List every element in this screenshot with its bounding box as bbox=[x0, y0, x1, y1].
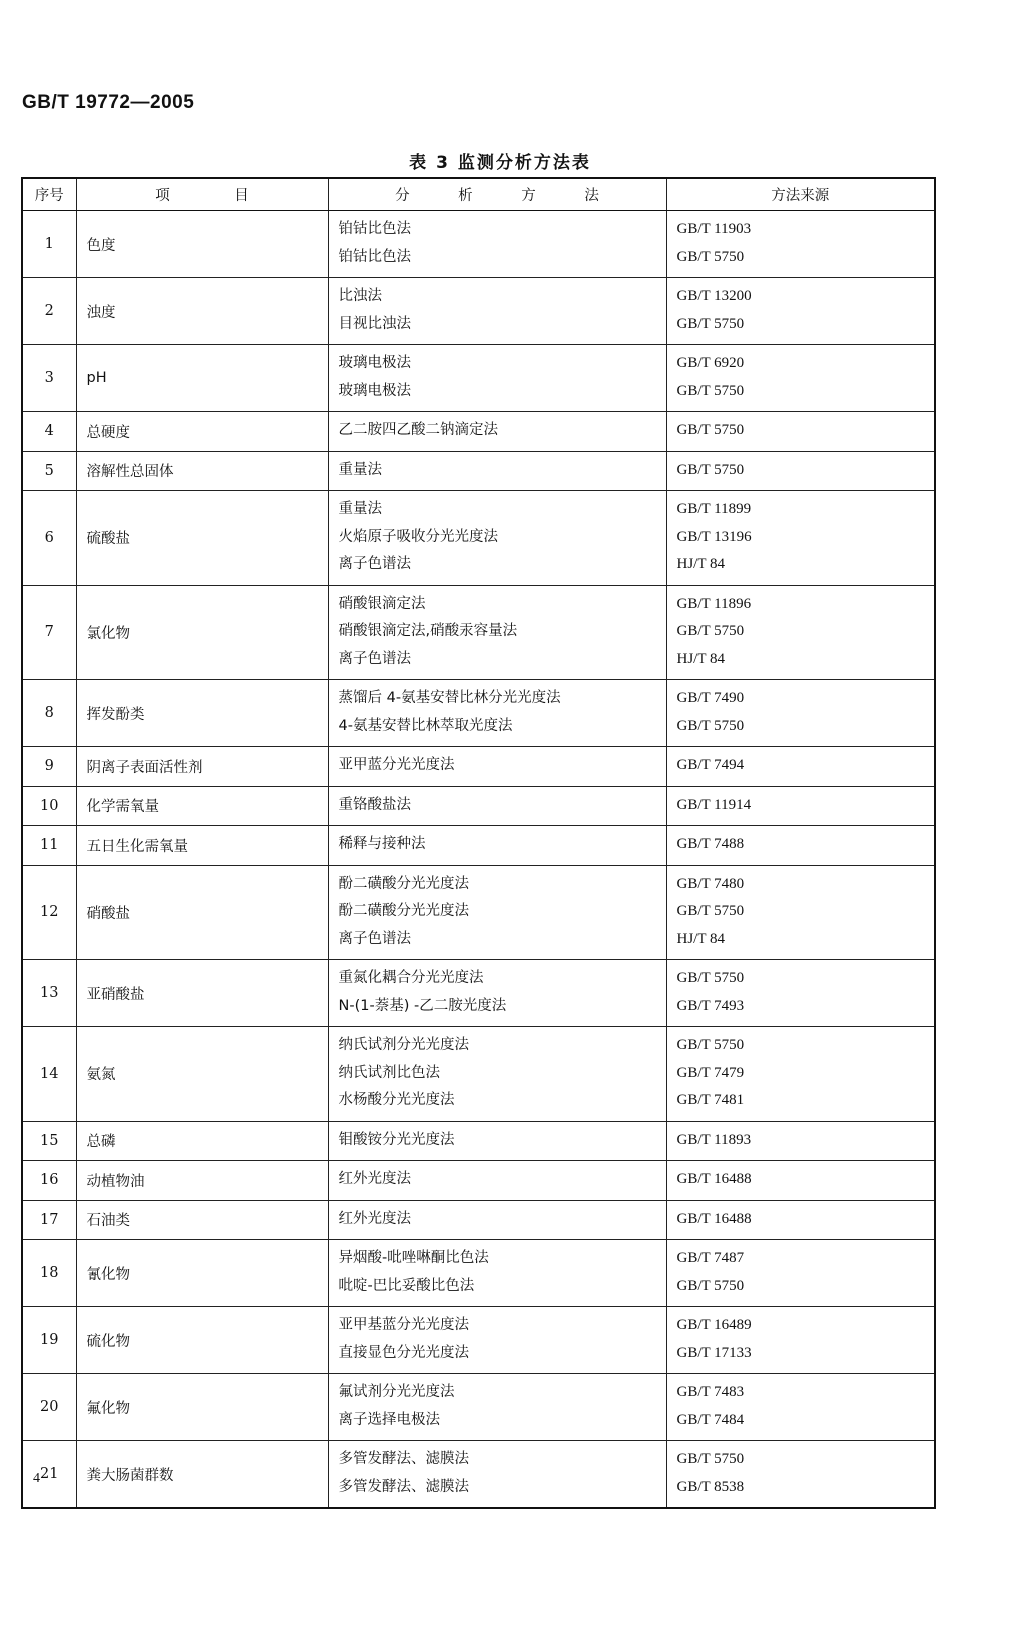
row-methods bbox=[328, 1441, 666, 1508]
table-row bbox=[23, 826, 934, 866]
method-line: 乙二胺四乙酸二钠滴定法 bbox=[338, 422, 498, 438]
row-sources bbox=[666, 412, 934, 452]
row-methods bbox=[328, 412, 666, 452]
source-line: GB/T 5750 bbox=[676, 382, 745, 399]
method-line: 亚甲蓝分光光度法 bbox=[338, 757, 455, 773]
method-line: 水杨酸分光光度法 bbox=[338, 1092, 455, 1108]
table-row bbox=[23, 1027, 934, 1122]
row-methods bbox=[328, 1307, 666, 1374]
method-line: 比浊法 bbox=[338, 288, 382, 304]
table-row bbox=[23, 1441, 934, 1508]
row-index: 10 bbox=[23, 786, 76, 826]
method-line: 纳氏试剂分光光度法 bbox=[338, 1037, 469, 1053]
row-sources bbox=[666, 1027, 934, 1122]
row-methods bbox=[328, 345, 666, 412]
table-header-row bbox=[23, 179, 934, 211]
source-line: GB/T 5750 bbox=[676, 717, 745, 734]
row-index: 18 bbox=[23, 1240, 76, 1307]
row-item: 氰化物 bbox=[76, 1240, 328, 1307]
row-index: 4 bbox=[23, 412, 76, 452]
row-methods bbox=[328, 585, 666, 680]
row-index: 5 bbox=[23, 451, 76, 491]
source-line: GB/T 5750 bbox=[676, 315, 745, 332]
source-line: GB/T 11914 bbox=[676, 796, 752, 813]
source-line: GB/T 11893 bbox=[676, 1131, 752, 1148]
row-methods bbox=[328, 865, 666, 960]
table-row bbox=[23, 747, 934, 787]
table-row bbox=[23, 786, 934, 826]
source-line: GB/T 11899 bbox=[676, 501, 752, 517]
method-line: 异烟酸-吡唑啉酮比色法 bbox=[338, 1250, 489, 1266]
row-index: 1 bbox=[23, 211, 76, 278]
row-item: 氯化物 bbox=[76, 585, 328, 680]
row-sources bbox=[666, 211, 934, 278]
table-row bbox=[23, 865, 934, 960]
row-index: 20 bbox=[23, 1374, 76, 1441]
source-line: GB/T 5750 bbox=[676, 623, 745, 639]
method-line: 直接显色分光光度法 bbox=[338, 1344, 469, 1361]
method-line: 酚二磺酸分光光度法 bbox=[338, 903, 469, 919]
source-line: GB/T 7494 bbox=[676, 757, 745, 773]
method-line: 氟试剂分光光度法 bbox=[338, 1384, 455, 1400]
source-line: GB/T 13196 bbox=[676, 528, 752, 545]
monitoring-methods-table bbox=[23, 179, 934, 1507]
page-number: 4 bbox=[33, 1471, 40, 1486]
table-body bbox=[23, 211, 934, 1508]
row-item: 总磷 bbox=[76, 1121, 328, 1161]
source-line: GB/T 6920 bbox=[676, 355, 745, 371]
row-index: 12 bbox=[23, 865, 76, 960]
row-methods bbox=[328, 747, 666, 787]
row-item: 硫酸盐 bbox=[76, 491, 328, 586]
method-line: 4-氨基安替比林萃取光度法 bbox=[338, 717, 513, 734]
method-line: 重量法 bbox=[338, 501, 382, 517]
method-line: 重量法 bbox=[338, 461, 382, 478]
source-line: GB/T 7479 bbox=[676, 1064, 745, 1081]
row-sources bbox=[666, 491, 934, 586]
method-line: 吡啶-巴比妥酸比色法 bbox=[338, 1277, 475, 1294]
source-line: GB/T 5750 bbox=[676, 1037, 745, 1053]
row-item: 化学需氧量 bbox=[76, 786, 328, 826]
header-source: 方法来源 bbox=[666, 179, 934, 211]
method-line: 稀释与接种法 bbox=[338, 836, 426, 852]
row-sources bbox=[666, 585, 934, 680]
row-sources bbox=[666, 865, 934, 960]
row-item: 亚硝酸盐 bbox=[76, 960, 328, 1027]
source-line: GB/T 7487 bbox=[676, 1250, 745, 1266]
method-line: 火焰原子吸收分光光度法 bbox=[338, 528, 498, 545]
source-line: GB/T 5750 bbox=[676, 903, 745, 919]
source-line: GB/T 7488 bbox=[676, 836, 745, 852]
source-line: GB/T 7490 bbox=[676, 690, 745, 706]
row-index: 3 bbox=[23, 345, 76, 412]
row-sources bbox=[666, 278, 934, 345]
row-index: 9 bbox=[23, 747, 76, 787]
table-row bbox=[23, 1161, 934, 1201]
row-item: 阴离子表面活性剂 bbox=[76, 747, 328, 787]
source-line: GB/T 7483 bbox=[676, 1384, 745, 1400]
table-row bbox=[23, 278, 934, 345]
table-row bbox=[23, 680, 934, 747]
source-line: GB/T 5750 bbox=[676, 1451, 745, 1467]
row-item: 粪大肠菌群数 bbox=[76, 1441, 328, 1508]
row-sources bbox=[666, 451, 934, 491]
row-methods bbox=[328, 451, 666, 491]
source-line: GB/T 13200 bbox=[676, 288, 752, 304]
row-sources bbox=[666, 1441, 934, 1508]
row-methods bbox=[328, 1200, 666, 1240]
table-row bbox=[23, 1200, 934, 1240]
method-line: 酚二磺酸分光光度法 bbox=[338, 875, 469, 892]
table-row bbox=[23, 211, 934, 278]
row-sources bbox=[666, 826, 934, 866]
table-row bbox=[23, 1374, 934, 1441]
row-methods bbox=[328, 1027, 666, 1122]
row-sources bbox=[666, 960, 934, 1027]
method-line: 纳氏试剂比色法 bbox=[338, 1064, 440, 1081]
source-line: HJ/T 84 bbox=[676, 650, 725, 667]
row-methods bbox=[328, 1240, 666, 1307]
row-sources bbox=[666, 1121, 934, 1161]
method-line: 铂钴比色法 bbox=[338, 221, 411, 237]
table-row bbox=[23, 1240, 934, 1307]
row-sources bbox=[666, 1200, 934, 1240]
row-index: 21 bbox=[23, 1441, 76, 1508]
row-methods bbox=[328, 211, 666, 278]
method-line: 玻璃电极法 bbox=[338, 355, 411, 371]
source-line: GB/T 5750 bbox=[676, 1277, 745, 1294]
row-sources bbox=[666, 1374, 934, 1441]
row-item: 硫化物 bbox=[76, 1307, 328, 1374]
row-item: 氨氮 bbox=[76, 1027, 328, 1122]
row-index: 2 bbox=[23, 278, 76, 345]
source-line: GB/T 7480 bbox=[676, 875, 745, 892]
row-sources bbox=[666, 1240, 934, 1307]
methods-table-frame bbox=[21, 177, 936, 1509]
source-line: GB/T 11896 bbox=[676, 595, 752, 612]
header-index: 序号 bbox=[23, 179, 76, 211]
row-methods bbox=[328, 1374, 666, 1441]
row-methods bbox=[328, 786, 666, 826]
source-line: GB/T 7481 bbox=[676, 1092, 745, 1108]
method-line: 玻璃电极法 bbox=[338, 382, 411, 399]
source-line: GB/T 7493 bbox=[676, 997, 745, 1014]
row-item: 挥发酚类 bbox=[76, 680, 328, 747]
row-sources bbox=[666, 1161, 934, 1201]
row-item: 溶解性总固体 bbox=[76, 451, 328, 491]
method-line: 离子色谱法 bbox=[338, 650, 411, 667]
source-line: GB/T 5750 bbox=[676, 422, 745, 438]
row-item: 石油类 bbox=[76, 1200, 328, 1240]
row-item: 五日生化需氧量 bbox=[76, 826, 328, 866]
row-sources bbox=[666, 786, 934, 826]
source-line: GB/T 11903 bbox=[676, 221, 752, 237]
row-index: 8 bbox=[23, 680, 76, 747]
method-line: 红外光度法 bbox=[338, 1171, 411, 1187]
method-line: 重氮化耦合分光光度法 bbox=[338, 970, 484, 986]
header-item: 项 目 bbox=[76, 179, 328, 211]
method-line: 钼酸铵分光光度法 bbox=[338, 1131, 455, 1148]
source-line: GB/T 16489 bbox=[676, 1317, 752, 1333]
row-methods bbox=[328, 826, 666, 866]
row-sources bbox=[666, 1307, 934, 1374]
source-line: GB/T 17133 bbox=[676, 1344, 752, 1361]
method-line: 离子选择电极法 bbox=[338, 1411, 440, 1428]
source-line: GB/T 16488 bbox=[676, 1171, 752, 1187]
row-sources bbox=[666, 747, 934, 787]
source-line: GB/T 8538 bbox=[676, 1478, 745, 1495]
row-item: 硝酸盐 bbox=[76, 865, 328, 960]
method-line: 目视比浊法 bbox=[338, 315, 411, 332]
row-index: 16 bbox=[23, 1161, 76, 1201]
method-line: 离子色谱法 bbox=[338, 556, 411, 572]
table-row bbox=[23, 1307, 934, 1374]
row-index: 13 bbox=[23, 960, 76, 1027]
row-item: 动植物油 bbox=[76, 1161, 328, 1201]
header-method: 分 析 方 法 bbox=[328, 179, 666, 211]
method-line: 铂钴比色法 bbox=[338, 248, 411, 265]
method-line: 多管发酵法、滤膜法 bbox=[338, 1451, 469, 1467]
method-line: 亚甲基蓝分光光度法 bbox=[338, 1317, 469, 1333]
source-line: GB/T 5750 bbox=[676, 970, 745, 986]
standard-code: GB/T 19772—2005 bbox=[22, 92, 195, 113]
row-item: 氟化物 bbox=[76, 1374, 328, 1441]
source-line: HJ/T 84 bbox=[676, 930, 725, 947]
method-line: 蒸馏后 4-氨基安替比林分光光度法 bbox=[338, 690, 561, 706]
row-index: 15 bbox=[23, 1121, 76, 1161]
row-methods bbox=[328, 1121, 666, 1161]
method-line: 重铬酸盐法 bbox=[338, 796, 411, 813]
row-methods bbox=[328, 491, 666, 586]
row-index: 6 bbox=[23, 491, 76, 586]
row-index: 14 bbox=[23, 1027, 76, 1122]
table-row bbox=[23, 451, 934, 491]
row-item: 色度 bbox=[76, 211, 328, 278]
row-sources bbox=[666, 345, 934, 412]
row-item: 浊度 bbox=[76, 278, 328, 345]
row-index: 11 bbox=[23, 826, 76, 866]
method-line: 红外光度法 bbox=[338, 1210, 411, 1227]
source-line: HJ/T 84 bbox=[676, 556, 725, 572]
row-methods bbox=[328, 1161, 666, 1201]
row-item: 总硬度 bbox=[76, 412, 328, 452]
source-line: GB/T 5750 bbox=[676, 248, 745, 265]
row-methods bbox=[328, 960, 666, 1027]
source-line: GB/T 16488 bbox=[676, 1210, 752, 1227]
row-index: 19 bbox=[23, 1307, 76, 1374]
row-item: pH bbox=[76, 345, 328, 412]
method-line: 硝酸银滴定法 bbox=[338, 595, 426, 612]
row-methods bbox=[328, 680, 666, 747]
method-line: N-(1-萘基) -乙二胺光度法 bbox=[338, 997, 507, 1014]
row-index: 7 bbox=[23, 585, 76, 680]
table-row bbox=[23, 412, 934, 452]
table-row bbox=[23, 960, 934, 1027]
table-row bbox=[23, 345, 934, 412]
table-row bbox=[23, 1121, 934, 1161]
row-index: 17 bbox=[23, 1200, 76, 1240]
method-line: 硝酸银滴定法,硝酸汞容量法 bbox=[338, 623, 518, 639]
table-row bbox=[23, 491, 934, 586]
method-line: 多管发酵法、滤膜法 bbox=[338, 1478, 469, 1495]
source-line: GB/T 5750 bbox=[676, 461, 745, 478]
row-sources bbox=[666, 680, 934, 747]
row-methods bbox=[328, 278, 666, 345]
table-row bbox=[23, 585, 934, 680]
source-line: GB/T 7484 bbox=[676, 1411, 745, 1428]
method-line: 离子色谱法 bbox=[338, 930, 411, 947]
table-title: 表 3 监测分析方法表 bbox=[409, 153, 591, 173]
